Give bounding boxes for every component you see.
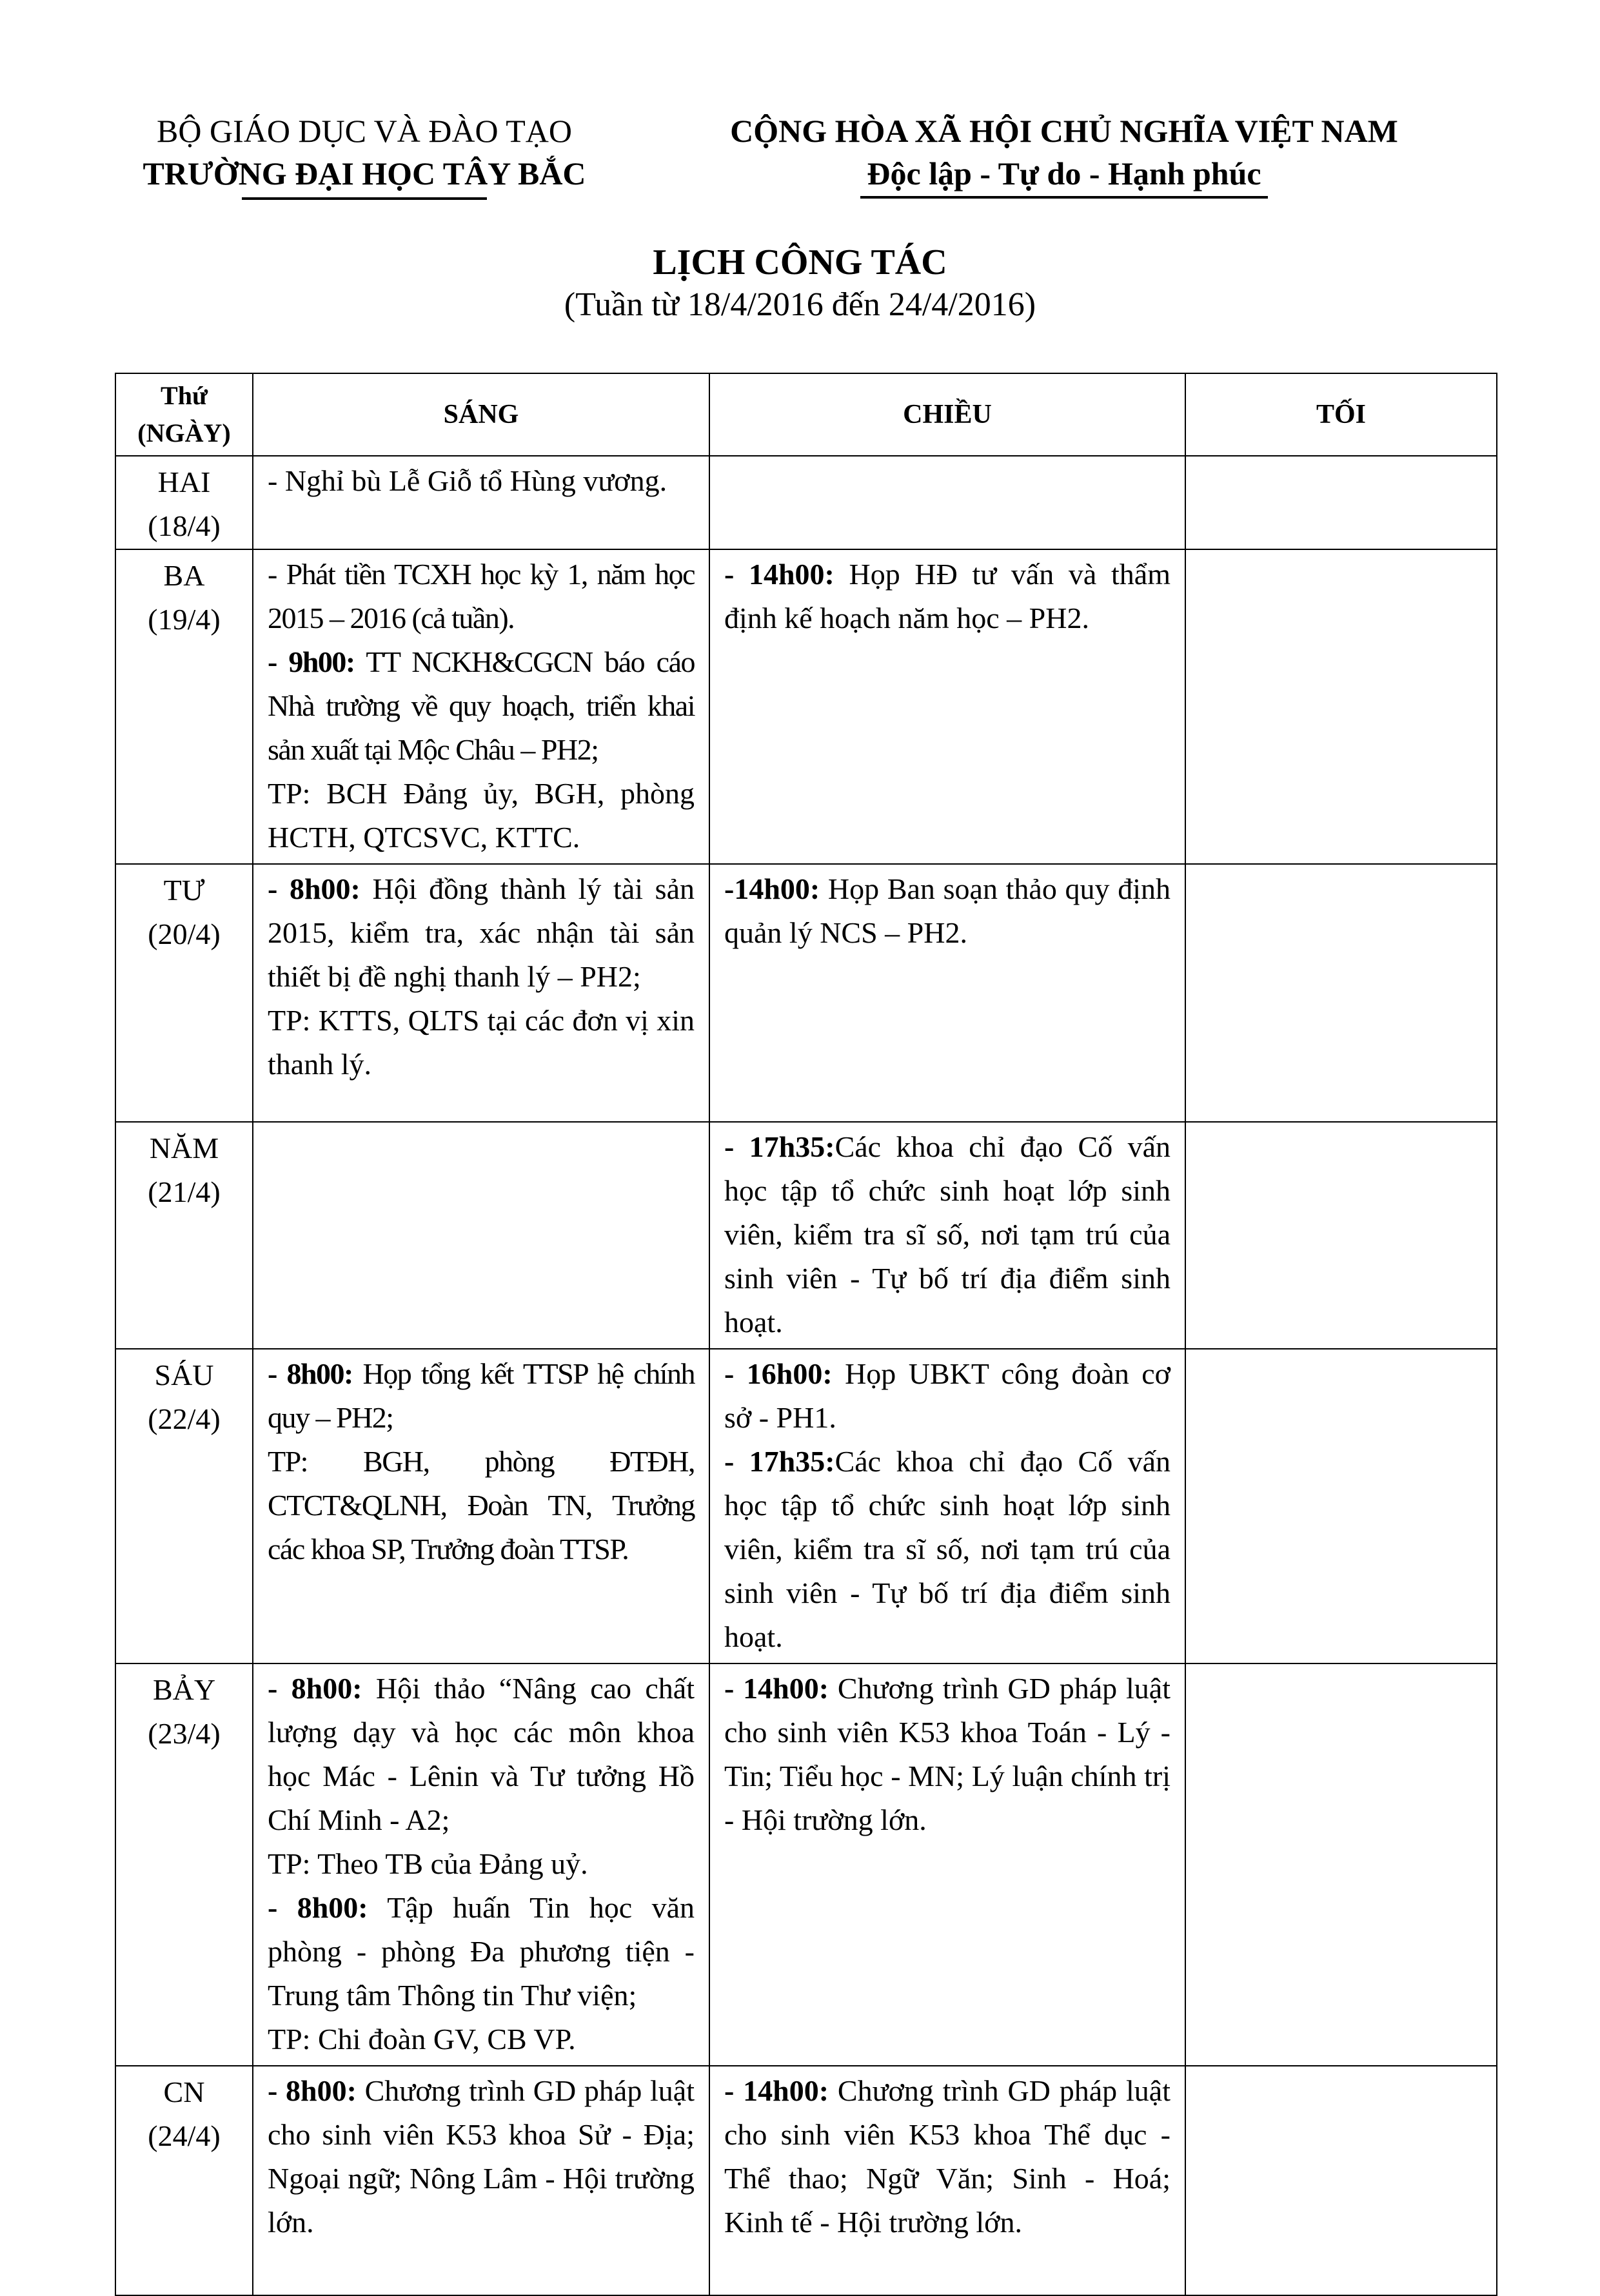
issuer-block [97, 110, 632, 200]
schedule-entry [268, 1440, 695, 1571]
day-date: (23/4) [148, 1717, 221, 1750]
table-row [115, 864, 1497, 1122]
entry-time: - 16h00: [724, 1357, 833, 1390]
morning-cell [253, 1663, 709, 2066]
entry-time: -14h00: [724, 872, 820, 905]
entry-text: Họp tổng kết TTSP hệ chính quy – PH2; [268, 1357, 695, 1434]
evening-cell [1185, 2066, 1497, 2295]
entry-time: - 8h00: [268, 2074, 357, 2107]
entry-time: - 14h00: [724, 558, 835, 591]
afternoon-cell [709, 864, 1185, 1122]
entry-text: TP: Chi đoàn GV, CB VP. [268, 2023, 576, 2056]
table-header-row [115, 373, 1497, 456]
schedule-entry [268, 1842, 695, 1886]
afternoon-cell [709, 1663, 1185, 2066]
column-header-day-line1: Thứ [161, 381, 208, 410]
entry-text: - Nghỉ bù Lễ Giỗ tổ Hùng vương. [268, 464, 667, 497]
schedule-entry [724, 1125, 1170, 1344]
entry-text: TP: KTTS, QLTS tại các đơn vị xin thanh lý. [268, 1004, 695, 1081]
day-cell [115, 864, 253, 1122]
schedule-entry [268, 999, 695, 1086]
national-motto: Độc lập - Tự do - Hạnh phúc [860, 152, 1267, 199]
afternoon-cell [709, 1349, 1185, 1663]
entry-time: - 14h00: [724, 2074, 829, 2107]
entry-text: Hội đồng thành lý tài sản 2015, kiểm tra, xác nhận tài sản thiết bị đề nghị thanh lý – PH2; [268, 872, 695, 993]
day-date: (21/4) [148, 1175, 221, 1208]
document-title: LỊCH CÔNG TÁC [653, 242, 947, 282]
day-name: BA [163, 559, 205, 592]
entry-text: Họp UBKT công đoàn cơ sở - PH1. [724, 1357, 1170, 1434]
entry-text: Chương trình GD pháp luật cho sinh viên K53 khoa Thể dục - Thể thao; Ngữ Văn; Sinh - Hoá; Kinh tế - Hội trường lớn. [724, 2074, 1170, 2239]
entry-text: - Phát tiền TCXH học kỳ 1, năm học 2015 – 2016 (cả tuần). [268, 558, 695, 634]
schedule-entry [268, 1352, 695, 1440]
evening-cell [1185, 1349, 1497, 1663]
issuer-underline [242, 197, 487, 200]
schedule-entry [724, 1352, 1170, 1440]
day-name: BẢY [152, 1673, 216, 1706]
day-name: TƯ [163, 874, 205, 907]
afternoon-cell [709, 2066, 1185, 2295]
schedule-entry [268, 772, 695, 859]
table-row [115, 1663, 1497, 2066]
ministry-name: BỘ GIÁO DỤC VÀ ĐÀO TẠO [157, 113, 572, 149]
entry-time: - 9h00: [268, 645, 355, 678]
afternoon-cell [709, 549, 1185, 864]
table-row [115, 1122, 1497, 1349]
morning-cell [253, 864, 709, 1122]
schedule-entry [268, 867, 695, 999]
table-row [115, 2066, 1497, 2295]
table-row [115, 1349, 1497, 1663]
entry-text: Họp Ban soạn thảo quy định quản lý NCS – PH2. [724, 872, 1170, 949]
schedule-entry [724, 553, 1170, 640]
entry-text: TP: BGH, phòng ĐTĐH, CTCT&QLNH, Đoàn TN, Trưởng các khoa SP, Trưởng đoàn TTSP. [268, 1445, 695, 1565]
entry-text: Chương trình GD pháp luật cho sinh viên K53 khoa Sử - Địa; Ngoại ngữ; Nông Lâm - Hội trường lớn. [268, 2074, 695, 2239]
schedule-entry [724, 1667, 1170, 1842]
morning-cell [253, 456, 709, 549]
university-name: TRƯỜNG ĐẠI HỌC TÂY BẮC [143, 155, 586, 191]
entry-time: - 17h35: [724, 1445, 835, 1478]
evening-cell [1185, 549, 1497, 864]
day-cell [115, 1349, 253, 1663]
entry-time: - 8h00: [268, 872, 360, 905]
table-row [115, 456, 1497, 549]
column-header-afternoon: CHIỀU [709, 373, 1185, 456]
entry-time: - 8h00: [268, 1891, 368, 1924]
day-name: CN [163, 2075, 205, 2108]
entry-text: Chương trình GD pháp luật cho sinh viên K53 khoa Toán - Lý - Tin; Tiểu học - MN; Lý luận chính trị - Hội trường lớn. [724, 1672, 1170, 1836]
column-header-day [115, 373, 253, 456]
day-name: SÁU [154, 1359, 214, 1391]
schedule-entry [268, 1667, 695, 1842]
schedule-entry [724, 867, 1170, 955]
national-heading [658, 110, 1470, 199]
column-header-evening: TỐI [1185, 373, 1497, 456]
entry-text: Các khoa chỉ đạo Cố vấn học tập tổ chức sinh hoạt lớp sinh viên, kiểm tra sĩ số, nơi tạm trú của sinh viên - Tự bố trí địa điểm sinh hoạt. [724, 1130, 1170, 1339]
afternoon-cell [709, 456, 1185, 549]
morning-cell [253, 2066, 709, 2295]
country-name: CỘNG HÒA XÃ HỘI CHỦ NGHĨA VIỆT NAM [730, 113, 1398, 149]
table-row [115, 549, 1497, 864]
entry-time: - 8h00: [268, 1357, 353, 1390]
day-cell [115, 2066, 253, 2295]
day-date: (20/4) [148, 917, 221, 950]
schedule-table [115, 373, 1497, 2296]
document-subtitle: (Tuần từ 18/4/2016 đến 24/4/2016) [564, 286, 1036, 323]
schedule-body [115, 456, 1497, 2295]
day-cell [115, 1122, 253, 1349]
entry-time: - 17h35: [724, 1130, 835, 1163]
entry-text: TP: Theo TB của Đảng uỷ. [268, 1847, 588, 1880]
entry-text: Hội thảo “Nâng cao chất lượng dạy và học các môn khoa học Mác - Lênin và Tư tưởng Hồ Chí Minh - A2; [268, 1672, 695, 1836]
entry-text: Họp HĐ tư vấn và thẩm định kế hoạch năm học – PH2. [724, 558, 1170, 634]
day-cell [115, 456, 253, 549]
evening-cell [1185, 456, 1497, 549]
evening-cell [1185, 864, 1497, 1122]
afternoon-cell [709, 1122, 1185, 1349]
column-header-morning: SÁNG [253, 373, 709, 456]
entry-text: TT NCKH&CGCN báo cáo Nhà trường về quy hoạch, triển khai sản xuất tại Mộc Châu – PH2; [268, 645, 695, 766]
entry-text: Các khoa chỉ đạo Cố vấn học tập tổ chức sinh hoạt lớp sinh viên, kiểm tra sĩ số, nơi tạm trú của sinh viên - Tự bố trí địa điểm sinh hoạt. [724, 1445, 1170, 1653]
schedule-entry [268, 553, 695, 640]
day-date: (18/4) [148, 509, 221, 542]
column-header-day-line2: (NGÀY) [137, 418, 231, 447]
schedule-entry [268, 2069, 695, 2244]
schedule-entry [268, 459, 695, 503]
day-date: (24/4) [148, 2119, 221, 2152]
schedule-entry [268, 1886, 695, 2017]
morning-cell [253, 1122, 709, 1349]
morning-cell [253, 1349, 709, 1663]
entry-text: TP: BCH Đảng ủy, BGH, phòng HCTH, QTCSVC, KTTC. [268, 777, 695, 854]
day-cell [115, 549, 253, 864]
schedule-entry [268, 2017, 695, 2061]
evening-cell [1185, 1663, 1497, 2066]
morning-cell [253, 549, 709, 864]
day-name: HAI [157, 466, 211, 498]
entry-time: - 14h00: [724, 1672, 829, 1705]
day-date: (19/4) [148, 603, 221, 636]
evening-cell [1185, 1122, 1497, 1349]
day-name: NĂM [149, 1132, 219, 1164]
schedule-entry [268, 640, 695, 772]
day-date: (22/4) [148, 1402, 221, 1435]
schedule-entry [724, 1440, 1170, 1659]
day-cell [115, 1663, 253, 2066]
entry-text: Tập huấn Tin học văn phòng - phòng Đa phương tiện - Trung tâm Thông tin Thư viện; [268, 1891, 695, 2012]
schedule-entry [724, 2069, 1170, 2244]
entry-time: - 8h00: [268, 1672, 362, 1705]
